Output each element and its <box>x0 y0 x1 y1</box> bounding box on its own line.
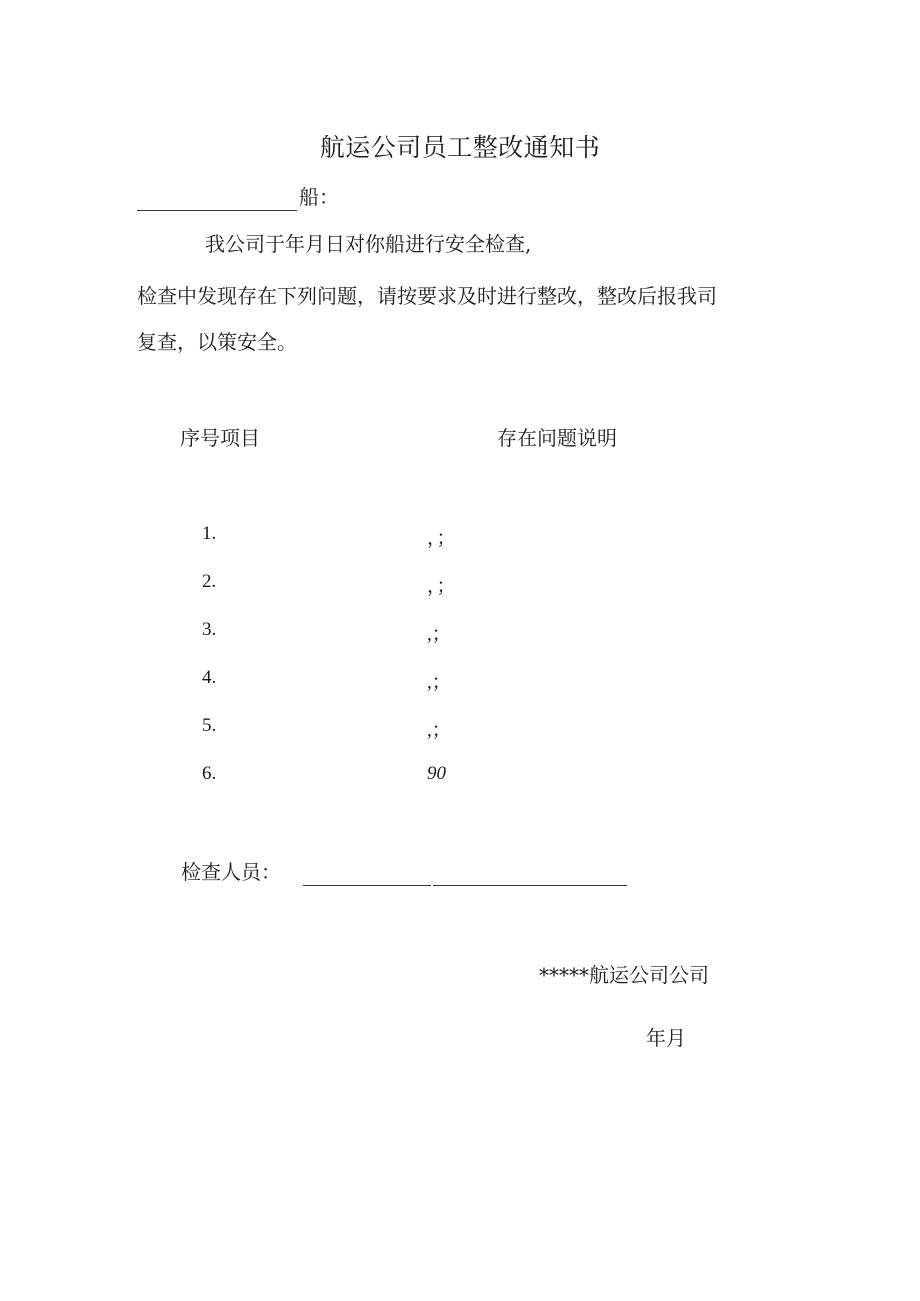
item-number: 2. <box>202 571 217 592</box>
item-description: ，； <box>427 576 456 597</box>
item-number: 6. <box>202 763 217 784</box>
ship-suffix: 船： <box>299 185 339 209</box>
item-number: 3. <box>202 619 217 640</box>
item-description: ，； <box>427 528 456 549</box>
inspector-line <box>181 858 627 886</box>
inspector-blank-1 <box>303 863 431 886</box>
item-number: 1. <box>202 523 217 544</box>
item-number: 4. <box>202 667 217 688</box>
ship-name-blank <box>137 188 297 211</box>
header-description: 存在问题说明 <box>497 426 617 450</box>
item-description: ,； <box>427 672 451 693</box>
paragraph-line-3: 复查，以策安全。 <box>137 330 297 354</box>
item-description: 90 <box>427 763 446 784</box>
document-title: 航运公司员工整改通知书 <box>319 133 601 162</box>
item-description: ,； <box>427 624 451 645</box>
inspector-label: 检查人员： <box>181 860 281 884</box>
paragraph-line-1: 我公司于年月日对你船进行安全检查, <box>205 232 532 256</box>
inspector-blank-2 <box>433 863 627 886</box>
header-seq-item: 序号项目 <box>180 426 260 450</box>
item-description: ,； <box>427 720 451 741</box>
company-signature: *****航运公司公司 <box>539 963 709 987</box>
ship-name-line <box>137 183 339 211</box>
date-label: 年月 <box>646 1026 686 1050</box>
item-number: 5. <box>202 715 217 736</box>
paragraph-line-2: 检查中发现存在下列问题，请按要求及时进行整改，整改后报我司 <box>137 284 717 308</box>
